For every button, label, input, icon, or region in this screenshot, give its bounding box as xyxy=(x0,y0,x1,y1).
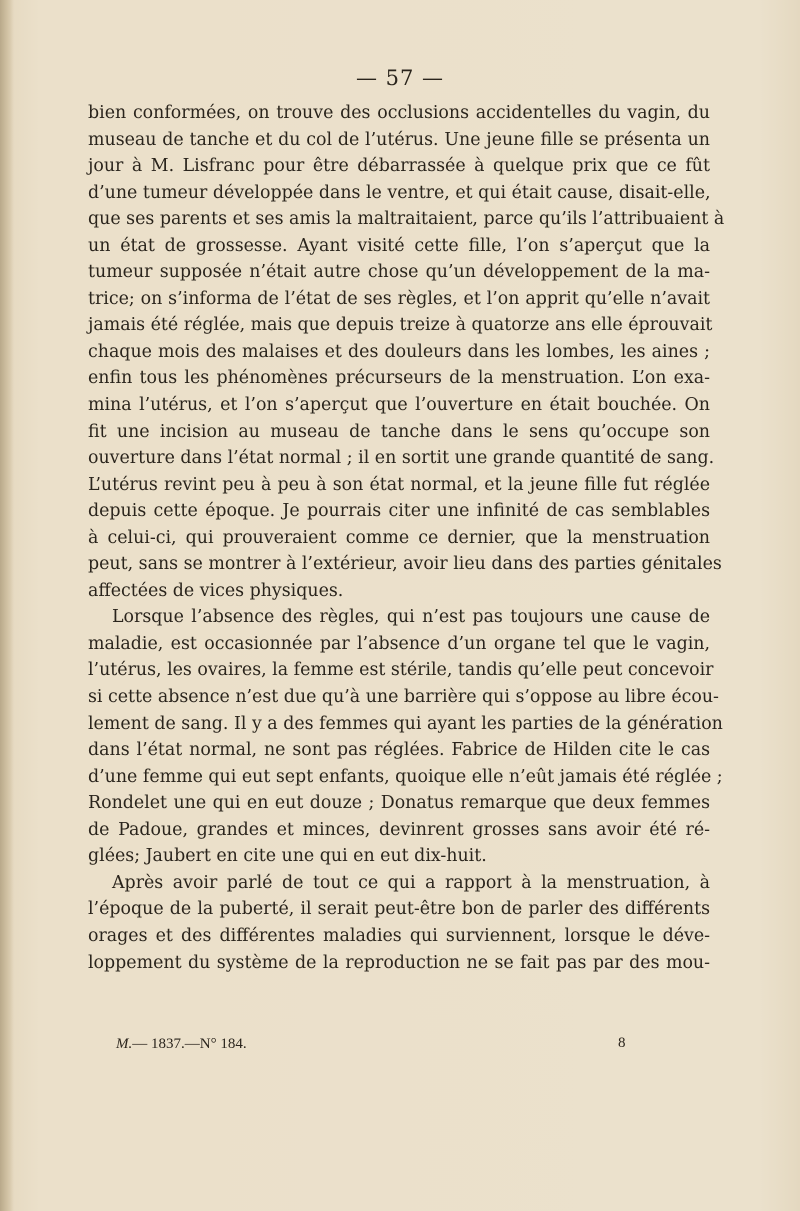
text-line: de Padoue, grandes et minces, devinrent grosses sans avoir été ré- xyxy=(88,819,710,840)
text-line: orages et des différentes maladies qui surviennent, lorsque le déve- xyxy=(88,925,710,946)
text-line: dans l’état normal, ne sont pas réglées. Fabrice de Hilden cite le cas xyxy=(88,740,710,761)
text-line: Lorsque l’absence des règles, qui n’est pas toujours une cause de xyxy=(112,607,710,628)
text-line: enfin tous les phénomènes précurseurs de la menstruation. L’on exa- xyxy=(88,368,710,389)
text-line: chaque mois des malaises et des douleurs dans les lombes, les aines ; xyxy=(88,341,710,362)
text-line: peut, sans se montrer à l’extérieur, avoir lieu dans des parties génitales xyxy=(88,554,722,575)
binding-edge xyxy=(0,0,14,1211)
text-line: depuis cette époque. Je pourrais citer une infinité de cas semblables xyxy=(88,501,710,522)
text-line: à celui-ci, qui prouveraient comme ce dernier, que la menstruation xyxy=(88,527,710,548)
text-line: lement de sang. Il y a des femmes qui ayant les parties de la génération xyxy=(88,713,723,734)
text-line: bien conformées, on trouve des occlusions accidentelles du vagin, du xyxy=(88,103,710,123)
signature-text: M.— 1837.—N° 184. xyxy=(116,1036,247,1052)
sheet-number: 8 xyxy=(618,1035,626,1051)
text-line: l’époque de la puberté, il serait peut-être bon de parler des différents xyxy=(88,899,710,920)
text-line: loppement du système de la reproduction ne se fait pas par des mou- xyxy=(88,952,710,973)
text-line: L’utérus revint peu à peu à son état normal, et la jeune fille fut réglée xyxy=(88,474,710,495)
text-line: fit une incision au museau de tanche dans le sens qu’occupe son xyxy=(88,421,710,442)
body-text xyxy=(88,100,725,976)
text-line: mina l’utérus, et l’on s’aperçut que l’ouverture en était bouchée. On xyxy=(88,395,710,416)
text-line: un état de grossesse. Ayant visité cette fille, l’on s’aperçut que la xyxy=(88,235,710,256)
text-line: jamais été réglée, mais que depuis treize à quatorze ans elle éprouvait xyxy=(88,315,713,336)
text-line: Rondelet une qui en eut douze ; Donatus remarque que deux femmes xyxy=(88,793,710,814)
text-line: tumeur supposée n’était autre chose qu’un développement de la ma- xyxy=(88,262,710,283)
text-line: jour à M. Lisfranc pour être débarrassée à quelque prix que ce fût xyxy=(88,156,710,177)
text-line: affectées de vices physiques. xyxy=(88,580,344,601)
page-number: — 57 — xyxy=(355,66,445,90)
printer-signature xyxy=(116,1033,636,1054)
text-line: l’utérus, les ovaires, la femme est stérile, tandis qu’elle peut concevoir xyxy=(88,660,714,681)
text-line: d’une femme qui eut sept enfants, quoique elle n’eût jamais été réglée ; xyxy=(88,766,723,787)
text-line: d’une tumeur développée dans le ventre, et qui était cause, disait-elle, xyxy=(88,182,711,203)
text-line: Après avoir parlé de tout ce qui a rapport à la menstruation, à xyxy=(112,872,710,893)
text-line: si cette absence n’est due qu’à une barrière qui s’oppose au libre écou- xyxy=(88,687,719,708)
text-line: que ses parents et ses amis la maltraitaient, parce qu’ils l’attribuaient à xyxy=(88,209,725,230)
text-line: glées; Jaubert en cite une qui en eut dix-huit. xyxy=(88,846,487,867)
text-line: museau de tanche et du col de l’utérus. Une jeune fille se présenta un xyxy=(88,129,710,150)
text-line: ouverture dans l’état normal ; il en sortit une grande quantité de sang. xyxy=(88,448,715,469)
text-line: maladie, est occasionnée par l’absence d’un organe tel que le vagin, xyxy=(88,633,710,654)
text-line: trice; on s’informa de l’état de ses règles, et l’on apprit qu’elle n’avait xyxy=(88,288,710,309)
